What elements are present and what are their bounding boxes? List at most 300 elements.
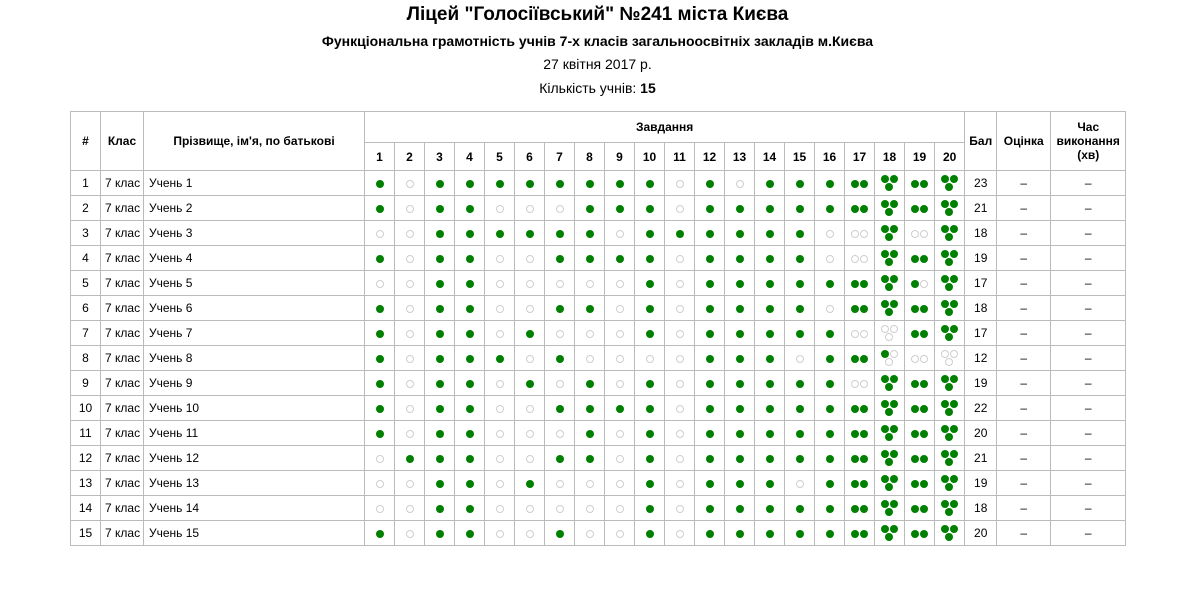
answer-marks	[676, 230, 684, 238]
task-result	[605, 421, 635, 446]
answer-marks	[646, 205, 654, 213]
wrong-dot-icon	[676, 455, 684, 463]
correct-dot-icon	[646, 530, 654, 538]
task-result	[365, 496, 395, 521]
answer-marks	[496, 280, 504, 288]
answer-marks	[556, 255, 564, 263]
task-result	[545, 371, 575, 396]
correct-dot-icon	[941, 275, 949, 283]
row-number: 6	[71, 296, 101, 321]
correct-dot-icon	[496, 230, 504, 238]
answer-marks	[586, 330, 594, 338]
task-result	[815, 346, 845, 371]
answer-marks	[826, 180, 834, 188]
answer-marks	[526, 305, 534, 313]
correct-dot-icon	[826, 205, 834, 213]
correct-dot-icon	[556, 255, 564, 263]
answer-marks	[646, 355, 654, 363]
correct-dot-icon	[526, 180, 534, 188]
wrong-dot-icon	[526, 255, 534, 263]
correct-dot-icon	[941, 250, 949, 258]
wrong-dot-icon	[851, 380, 859, 388]
answer-marks	[766, 430, 774, 438]
task-result	[425, 221, 455, 246]
correct-dot-icon	[826, 380, 834, 388]
answer-marks	[796, 530, 804, 538]
score-cell: 18	[965, 296, 997, 321]
task-result	[725, 396, 755, 421]
task-result	[395, 521, 425, 546]
table-row	[71, 246, 1126, 271]
task-result	[815, 196, 845, 221]
class-cell: 7 клас	[101, 171, 144, 196]
wrong-dot-icon	[496, 380, 504, 388]
task-result	[455, 296, 485, 321]
answer-marks	[706, 430, 714, 438]
task-result	[665, 471, 695, 496]
wrong-dot-icon	[526, 455, 534, 463]
answer-marks	[646, 280, 654, 288]
task-result	[605, 271, 635, 296]
answer-marks	[736, 255, 744, 263]
student-name: Учень 7	[144, 321, 365, 346]
correct-dot-icon	[890, 175, 898, 183]
task-result	[725, 171, 755, 196]
answer-marks	[736, 505, 744, 513]
answer-marks	[646, 530, 654, 538]
correct-dot-icon	[526, 330, 534, 338]
correct-dot-icon	[436, 355, 444, 363]
correct-dot-icon	[941, 525, 949, 533]
correct-dot-icon	[881, 450, 889, 458]
correct-dot-icon	[881, 275, 889, 283]
answer-marks	[526, 205, 534, 213]
grade-cell: –	[997, 496, 1051, 521]
correct-dot-icon	[860, 205, 868, 213]
correct-dot-icon	[646, 330, 654, 338]
task-result	[635, 521, 665, 546]
class-cell: 7 клас	[101, 271, 144, 296]
answer-marks	[466, 505, 474, 513]
task-result	[485, 221, 515, 246]
table-row	[71, 296, 1126, 321]
student-name: Учень 9	[144, 371, 365, 396]
task-result	[575, 271, 605, 296]
correct-dot-icon	[881, 525, 889, 533]
answer-marks	[466, 380, 474, 388]
correct-dot-icon	[950, 225, 958, 233]
task-result	[485, 246, 515, 271]
class-cell: 7 клас	[101, 421, 144, 446]
row-number: 15	[71, 521, 101, 546]
correct-dot-icon	[911, 505, 919, 513]
task-result	[815, 471, 845, 496]
task-result	[845, 446, 875, 471]
task-result	[605, 346, 635, 371]
grade-cell: –	[997, 171, 1051, 196]
time-cell: –	[1051, 421, 1126, 446]
correct-dot-icon	[851, 480, 859, 488]
answer-marks	[526, 330, 534, 338]
answer-marks	[796, 280, 804, 288]
answer-marks	[496, 505, 504, 513]
correct-dot-icon	[706, 380, 714, 388]
task-result	[845, 171, 875, 196]
answer-marks	[766, 380, 774, 388]
task-result	[665, 221, 695, 246]
task-result	[875, 246, 905, 271]
correct-dot-icon	[920, 405, 928, 413]
correct-dot-icon	[796, 280, 804, 288]
answer-marks	[676, 305, 684, 313]
wrong-dot-icon	[676, 430, 684, 438]
correct-dot-icon	[885, 383, 893, 391]
answer-marks	[646, 405, 654, 413]
wrong-dot-icon	[556, 480, 564, 488]
correct-dot-icon	[436, 430, 444, 438]
answer-marks	[736, 380, 744, 388]
task-result	[635, 471, 665, 496]
task-result	[935, 471, 965, 496]
correct-dot-icon	[436, 505, 444, 513]
answer-marks	[556, 230, 564, 238]
task-result	[755, 221, 785, 246]
correct-dot-icon	[911, 205, 919, 213]
answer-marks	[911, 305, 928, 313]
task-result	[605, 446, 635, 471]
task-result	[545, 421, 575, 446]
wrong-dot-icon	[676, 380, 684, 388]
wrong-dot-icon	[586, 530, 594, 538]
task-result	[365, 321, 395, 346]
answer-marks	[466, 530, 474, 538]
correct-dot-icon	[736, 380, 744, 388]
correct-dot-icon	[941, 375, 949, 383]
grade-cell: –	[997, 371, 1051, 396]
correct-dot-icon	[796, 380, 804, 388]
task-result	[605, 396, 635, 421]
answer-marks	[881, 175, 898, 191]
grade-cell: –	[997, 296, 1051, 321]
answer-marks	[706, 255, 714, 263]
task-result	[635, 271, 665, 296]
task-result	[515, 396, 545, 421]
wrong-dot-icon	[860, 380, 868, 388]
answer-marks	[826, 255, 834, 263]
task-result	[665, 296, 695, 321]
task-result	[695, 246, 725, 271]
answer-marks	[376, 380, 384, 388]
task-result	[815, 396, 845, 421]
student-count-label: Кількість учнів:	[539, 80, 641, 96]
answer-marks	[941, 200, 958, 216]
wrong-dot-icon	[556, 430, 564, 438]
task-result	[485, 296, 515, 321]
task-result	[875, 221, 905, 246]
answer-marks	[616, 530, 624, 538]
answer-marks	[941, 325, 958, 341]
table-row	[71, 446, 1126, 471]
wrong-dot-icon	[496, 305, 504, 313]
student-name: Учень 2	[144, 196, 365, 221]
task-result	[545, 346, 575, 371]
task-number-header: 3	[425, 143, 455, 171]
row-number: 11	[71, 421, 101, 446]
answer-marks	[376, 180, 384, 188]
task-result	[815, 271, 845, 296]
answer-marks	[376, 255, 384, 263]
time-cell: –	[1051, 221, 1126, 246]
answer-marks	[616, 405, 624, 413]
correct-dot-icon	[436, 330, 444, 338]
task-result	[725, 471, 755, 496]
answer-marks	[851, 455, 868, 463]
answer-marks	[941, 525, 958, 541]
answer-marks	[646, 305, 654, 313]
correct-dot-icon	[860, 530, 868, 538]
task-result	[785, 221, 815, 246]
correct-dot-icon	[860, 505, 868, 513]
answer-marks	[826, 505, 834, 513]
task-result	[665, 271, 695, 296]
task-result	[425, 471, 455, 496]
correct-dot-icon	[945, 283, 953, 291]
wrong-dot-icon	[406, 180, 414, 188]
grade-cell: –	[997, 221, 1051, 246]
table-row	[71, 496, 1126, 521]
correct-dot-icon	[851, 205, 859, 213]
task-result	[725, 371, 755, 396]
task-result	[665, 396, 695, 421]
answer-marks	[826, 230, 834, 238]
task-result	[905, 196, 935, 221]
correct-dot-icon	[706, 430, 714, 438]
task-result	[695, 296, 725, 321]
task-result	[875, 471, 905, 496]
task-result	[845, 296, 875, 321]
answer-marks	[586, 305, 594, 313]
answer-marks	[941, 225, 958, 241]
correct-dot-icon	[616, 205, 624, 213]
answer-marks	[851, 480, 868, 488]
wrong-dot-icon	[406, 380, 414, 388]
answer-marks	[436, 230, 444, 238]
task-result	[845, 271, 875, 296]
score-cell: 19	[965, 246, 997, 271]
task-result	[365, 221, 395, 246]
task-number-header: 16	[815, 143, 845, 171]
correct-dot-icon	[466, 205, 474, 213]
answer-marks	[881, 325, 898, 341]
correct-dot-icon	[466, 405, 474, 413]
correct-dot-icon	[706, 205, 714, 213]
answer-marks	[556, 530, 564, 538]
answer-marks	[436, 430, 444, 438]
answer-marks	[646, 430, 654, 438]
task-result	[575, 346, 605, 371]
task-number-header: 12	[695, 143, 725, 171]
class-cell: 7 клас	[101, 471, 144, 496]
answer-marks	[796, 355, 804, 363]
answer-marks	[406, 205, 414, 213]
answer-marks	[496, 480, 504, 488]
answer-marks	[766, 330, 774, 338]
answer-marks	[766, 230, 774, 238]
correct-dot-icon	[706, 480, 714, 488]
correct-dot-icon	[706, 355, 714, 363]
wrong-dot-icon	[911, 230, 919, 238]
wrong-dot-icon	[676, 180, 684, 188]
correct-dot-icon	[911, 455, 919, 463]
answer-marks	[466, 480, 474, 488]
task-result	[395, 296, 425, 321]
answer-marks	[466, 430, 474, 438]
task-result	[515, 371, 545, 396]
wrong-dot-icon	[526, 505, 534, 513]
answer-marks	[526, 355, 534, 363]
class-cell: 7 клас	[101, 221, 144, 246]
answer-marks	[796, 205, 804, 213]
correct-dot-icon	[526, 480, 534, 488]
answer-marks	[496, 180, 504, 188]
task-result	[875, 421, 905, 446]
answer-marks	[436, 305, 444, 313]
score-cell: 20	[965, 521, 997, 546]
task-result	[755, 296, 785, 321]
correct-dot-icon	[945, 458, 953, 466]
task-result	[755, 246, 785, 271]
answer-marks	[676, 330, 684, 338]
wrong-dot-icon	[911, 355, 919, 363]
correct-dot-icon	[736, 330, 744, 338]
task-result	[425, 321, 455, 346]
answer-marks	[911, 330, 928, 338]
correct-dot-icon	[796, 230, 804, 238]
wrong-dot-icon	[676, 280, 684, 288]
correct-dot-icon	[885, 258, 893, 266]
answer-marks	[941, 500, 958, 516]
correct-dot-icon	[556, 180, 564, 188]
correct-dot-icon	[885, 408, 893, 416]
task-result	[515, 321, 545, 346]
correct-dot-icon	[586, 205, 594, 213]
correct-dot-icon	[766, 380, 774, 388]
correct-dot-icon	[826, 455, 834, 463]
correct-dot-icon	[526, 230, 534, 238]
score-cell: 20	[965, 421, 997, 446]
class-cell: 7 клас	[101, 521, 144, 546]
correct-dot-icon	[945, 483, 953, 491]
correct-dot-icon	[890, 300, 898, 308]
row-number: 13	[71, 471, 101, 496]
answer-marks	[586, 355, 594, 363]
answer-marks	[406, 230, 414, 238]
correct-dot-icon	[436, 455, 444, 463]
task-result	[665, 196, 695, 221]
wrong-dot-icon	[556, 380, 564, 388]
task-result	[665, 371, 695, 396]
task-result	[485, 496, 515, 521]
score-cell: 23	[965, 171, 997, 196]
task-result	[845, 346, 875, 371]
task-result	[485, 371, 515, 396]
task-result	[755, 521, 785, 546]
wrong-dot-icon	[920, 355, 928, 363]
correct-dot-icon	[646, 505, 654, 513]
task-result	[395, 371, 425, 396]
correct-dot-icon	[826, 280, 834, 288]
correct-dot-icon	[466, 180, 474, 188]
answer-marks	[676, 205, 684, 213]
correct-dot-icon	[911, 380, 919, 388]
correct-dot-icon	[911, 255, 919, 263]
correct-dot-icon	[736, 230, 744, 238]
answer-marks	[616, 255, 624, 263]
answer-marks	[586, 480, 594, 488]
correct-dot-icon	[646, 480, 654, 488]
wrong-dot-icon	[890, 350, 898, 358]
task-result	[695, 471, 725, 496]
task-result	[935, 196, 965, 221]
correct-dot-icon	[941, 175, 949, 183]
task-result	[785, 396, 815, 421]
correct-dot-icon	[890, 500, 898, 508]
task-result	[485, 321, 515, 346]
correct-dot-icon	[920, 480, 928, 488]
task-result	[935, 371, 965, 396]
answer-marks	[556, 380, 564, 388]
correct-dot-icon	[586, 305, 594, 313]
wrong-dot-icon	[376, 455, 384, 463]
wrong-dot-icon	[616, 330, 624, 338]
task-result	[575, 171, 605, 196]
student-name: Учень 13	[144, 471, 365, 496]
task-result	[365, 296, 395, 321]
answer-marks	[736, 530, 744, 538]
task-result	[635, 496, 665, 521]
correct-dot-icon	[911, 280, 919, 288]
task-result	[815, 446, 845, 471]
answer-marks	[556, 430, 564, 438]
correct-dot-icon	[881, 475, 889, 483]
answer-marks	[406, 405, 414, 413]
correct-dot-icon	[881, 500, 889, 508]
answer-marks	[736, 355, 744, 363]
answer-marks	[616, 230, 624, 238]
task-result	[365, 271, 395, 296]
correct-dot-icon	[646, 305, 654, 313]
answer-marks	[496, 330, 504, 338]
correct-dot-icon	[766, 230, 774, 238]
task-result	[575, 496, 605, 521]
answer-marks	[526, 530, 534, 538]
answer-marks	[376, 405, 384, 413]
answer-marks	[586, 455, 594, 463]
answer-marks	[941, 275, 958, 291]
correct-dot-icon	[436, 205, 444, 213]
answer-marks	[586, 380, 594, 388]
test-date: 27 квітня 2017 р.	[543, 56, 652, 72]
wrong-dot-icon	[496, 205, 504, 213]
task-result	[395, 471, 425, 496]
correct-dot-icon	[766, 480, 774, 488]
correct-dot-icon	[860, 305, 868, 313]
answer-marks	[406, 180, 414, 188]
wrong-dot-icon	[496, 280, 504, 288]
time-cell: –	[1051, 371, 1126, 396]
answer-marks	[676, 530, 684, 538]
wrong-dot-icon	[526, 355, 534, 363]
